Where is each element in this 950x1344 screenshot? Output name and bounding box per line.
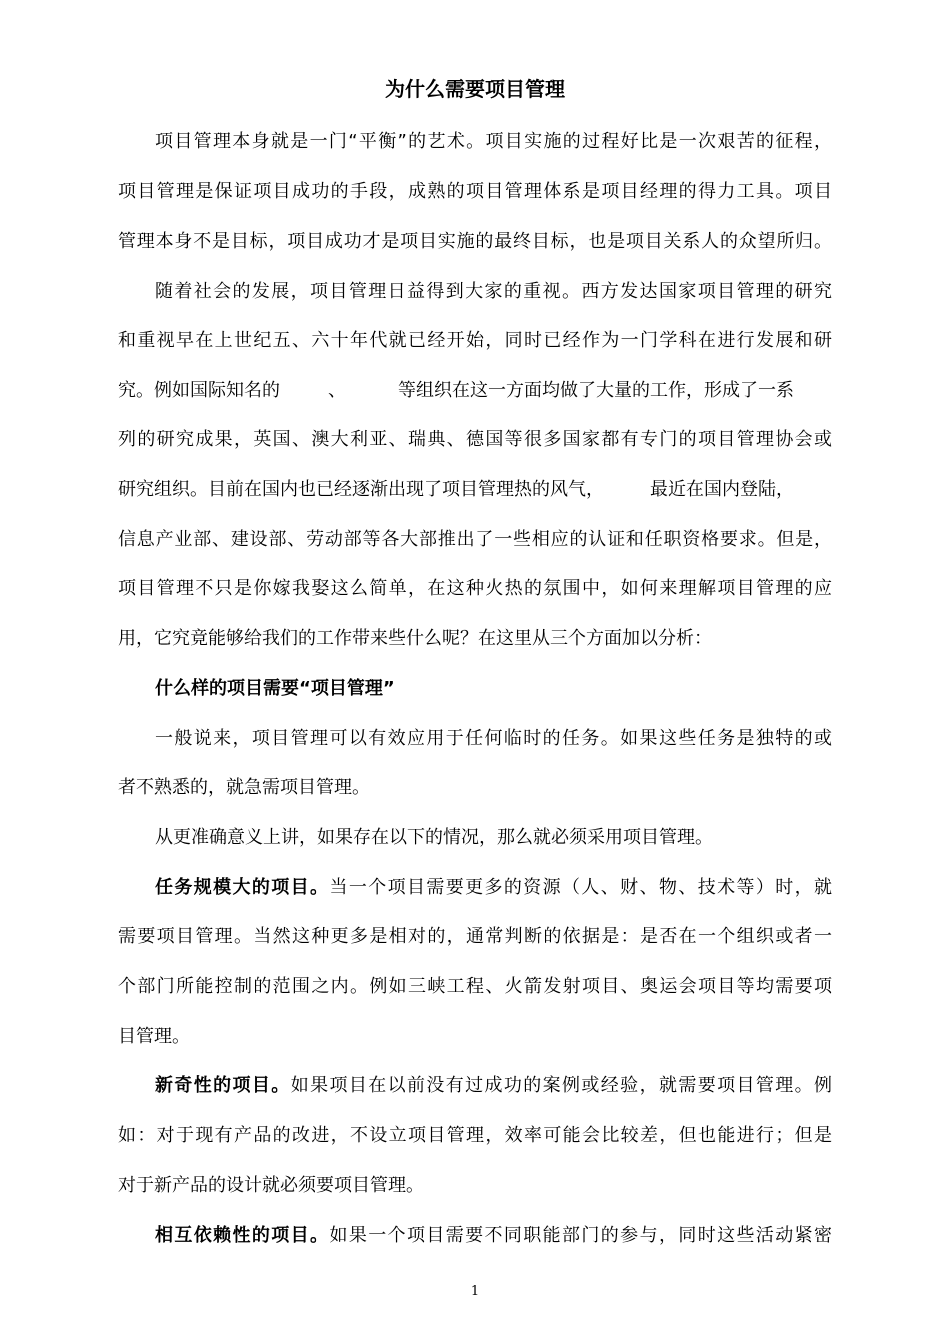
paragraph-line: 列的研究成果，英国、澳大利亚、瑞典、德国等很多国家都有专门的项目管理协会或 xyxy=(118,429,832,450)
paragraph-line xyxy=(155,873,832,903)
paragraph-line: 需要项目管理。当然这种更多是相对的，通常判断的依据是：是否在一个组织或者一 xyxy=(118,926,832,947)
paragraph-line: 者不熟悉的，就急需项目管理。 xyxy=(118,777,370,798)
paragraph-line: 信息产业部、建设部、劳动部等各大部推出了一些相应的认证和任职资格要求。但是， xyxy=(118,529,832,550)
paragraph-line: 个部门所能控制的范围之内。例如三峡工程、火箭发射项目、奥运会项目等均需要项 xyxy=(118,976,832,997)
paragraph-line: 用，它究竟能够给我们的工作带来些什么呢？在这里从三个方面加以分析： xyxy=(118,628,712,649)
paragraph-line: 一般说来，项目管理可以有效应用于任何临时的任务。如果这些任务是独特的或 xyxy=(155,728,832,749)
line-segment: 如果一个项目需要不同职能部门的参与，同时这些活动紧密 xyxy=(329,1225,833,1246)
paragraph-line: 项目管理不只是你嫁我娶这么简单，在这种火热的氛围中，如何来理解项目管理的应 xyxy=(118,578,832,599)
paragraph-line xyxy=(118,475,832,505)
paragraph-line xyxy=(118,376,832,406)
paragraph-line: 对于新产品的设计就必须要项目管理。 xyxy=(118,1175,424,1196)
paragraph-line: 和重视早在上世纪五、六十年代就已经开始，同时已经作为一门学科在进行发展和研 xyxy=(118,330,832,351)
bold-lead: 相互依赖性的项目。 xyxy=(155,1225,330,1246)
paragraph-line: 目管理。 xyxy=(118,1026,190,1047)
section-heading: 什么样的项目需要“项目管理” xyxy=(155,678,395,699)
page-number: 1 xyxy=(470,1284,480,1299)
bold-lead: 任务规模大的项目。 xyxy=(155,877,330,898)
paragraph-line: 从更准确意义上讲，如果存在以下的情况，那么就必须采用项目管理。 xyxy=(155,827,713,848)
line-segment: 等组织在这一方面均做了大量的工作，形成了一系 xyxy=(398,380,794,401)
paragraph-line: 随着社会的发展，项目管理日益得到大家的重视。西方发达国家项目管理的研究 xyxy=(155,281,832,302)
line-segment: 、 xyxy=(328,380,346,401)
paragraph-line: 管理本身不是目标，项目成功才是项目实施的最终目标，也是项目关系人的众望所归。 xyxy=(118,231,832,252)
line-segment: 如果项目在以前没有过成功的案例或经验，就需要项目管理。例 xyxy=(290,1075,833,1096)
document-title: 为什么需要项目管理 xyxy=(385,77,565,101)
bold-lead: 新奇性的项目。 xyxy=(155,1075,291,1096)
line-segment: 最近在国内登陆， xyxy=(650,479,794,500)
paragraph-line: 项目管理是保证项目成功的手段，成熟的项目管理体系是项目经理的得力工具。项目 xyxy=(118,181,832,202)
paragraph-line xyxy=(155,1071,832,1101)
line-segment: 究。例如国际知名的 xyxy=(118,380,280,401)
line-segment: 当一个项目需要更多的资源（人、财、物、技术等）时，就 xyxy=(329,877,833,898)
line-segment: 研究组织。目前在国内也已经逐渐出现了项目管理热的风气， xyxy=(118,479,604,500)
paragraph-line: 项目管理本身就是一门“平衡”的艺术。项目实施的过程好比是一次艰苦的征程， xyxy=(155,131,832,152)
paragraph-line xyxy=(155,1221,832,1251)
paragraph-line: 如：对于现有产品的改进，不设立项目管理，效率可能会比较差，但也能进行；但是 xyxy=(118,1125,832,1146)
